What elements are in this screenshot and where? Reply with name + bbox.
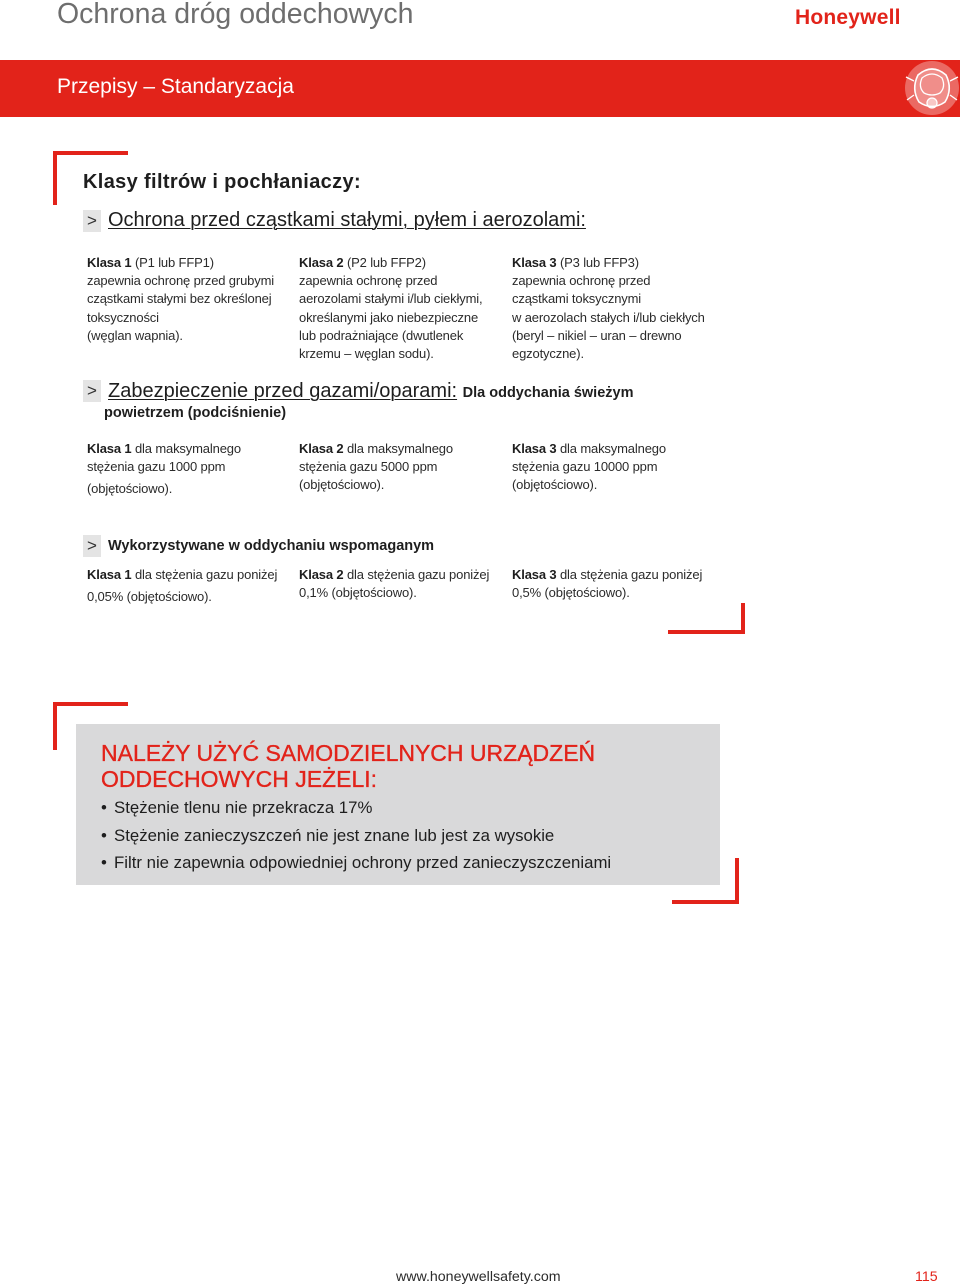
powered-class-1: [87, 566, 292, 606]
warning-panel: [76, 724, 720, 885]
class-description-line: w aerozolach stałych i/lub ciekłych: [512, 309, 705, 325]
class-description-line: 0,5% (objętościowo).: [512, 585, 630, 601]
warning-title-line: ODDECHOWYCH JEŻELI:: [101, 766, 378, 792]
class-description-line: stężenia gazu 1000 ppm: [87, 459, 226, 475]
class-description: dla maksymalnego: [559, 441, 666, 456]
list-item: [101, 822, 611, 850]
class-name: Klasa 2: [299, 255, 344, 270]
section-marker: >: [83, 535, 101, 557]
class-name: Klasa 1: [87, 567, 132, 582]
filters-heading: Klasy filtrów i pochłaniaczy:: [83, 171, 361, 193]
gas-class-2: [299, 440, 504, 495]
class-description-line: cząstkami stałymi bez określonej: [87, 291, 272, 307]
gases-subtitle-line: powietrzem (podciśnienie): [104, 405, 287, 421]
particle-class-3: [512, 254, 717, 363]
class-heading-line: [87, 566, 292, 584]
class-heading-line: [299, 254, 504, 272]
section-marker: >: [83, 210, 101, 232]
honeywell-logo: Honeywell: [795, 6, 901, 29]
bullet-icon: •: [101, 798, 107, 817]
class-description-line: cząstkami toksycznymi: [512, 291, 642, 307]
list-item: [101, 849, 611, 877]
class-name: Klasa 2: [299, 567, 344, 582]
particle-class-1: [87, 254, 292, 345]
banner-title: Przepisy – Standaryzacja: [57, 75, 294, 98]
powered-class-2: [299, 566, 504, 602]
class-description: dla stężenia gazu poniżej: [134, 567, 278, 582]
class-name: Klasa 1: [87, 255, 132, 270]
class-heading-line: [87, 440, 292, 458]
class-description-line: lub podrażniające (dwutlenek: [299, 327, 464, 343]
list-item-text: Stężenie tlenu nie przekracza 17%: [114, 798, 373, 817]
class-description-line: (węglan wapnia).: [87, 327, 183, 343]
warning-bullet-list: [101, 794, 611, 877]
class-heading-line: [512, 440, 717, 458]
corner-bracket-bottom-right: [672, 858, 739, 904]
class-name: Klasa 3: [512, 255, 557, 270]
class-heading-line: [512, 254, 717, 272]
class-description-line: zapewnia ochronę przed grubymi: [87, 273, 274, 289]
section-banner: [0, 60, 960, 117]
class-name: Klasa 3: [512, 441, 557, 456]
class-name: Klasa 1: [87, 441, 132, 456]
class-description: dla maksymalnego: [346, 441, 453, 456]
class-description: dla maksymalnego: [134, 441, 241, 456]
class-name: Klasa 2: [299, 441, 344, 456]
class-description-line: 0,05% (objętościowo).: [87, 589, 212, 605]
mask-filter: [927, 98, 937, 108]
warning-title: [101, 740, 595, 792]
warning-title-line: NALEŻY UŻYĆ SAMODZIELNYCH URZĄDZEŃ: [101, 740, 596, 766]
class-heading-line: [512, 566, 717, 584]
gas-class-3: [512, 440, 717, 495]
section-marker: >: [83, 380, 101, 402]
list-item-text: Stężenie zanieczyszczeń nie jest znane lub jest za wysokie: [114, 825, 555, 845]
class-description-line: zapewnia ochronę przed: [512, 273, 651, 289]
class-description-line: zapewnia ochronę przed: [299, 273, 438, 289]
bullet-icon: •: [101, 825, 107, 845]
list-item-text: Filtr nie zapewnia odpowiedniej ochrony przed zanieczyszczeniami: [114, 853, 612, 872]
class-description-line: określanymi jako niebezpieczne: [299, 309, 479, 325]
class-description: dla stężenia gazu poniżej: [559, 567, 703, 582]
particle-class-2: [299, 254, 504, 363]
respirator-mask-icon: [901, 60, 960, 117]
class-description: dla stężenia gazu poniżej: [346, 567, 490, 582]
class-name: Klasa 3: [512, 567, 557, 582]
class-description-line: toksyczności: [87, 309, 159, 325]
gases-subtitle-line: Dla oddychania świeżym: [462, 385, 634, 401]
particles-title: Ochrona przed cząstkami stałymi, pyłem i aerozolami:: [108, 209, 586, 231]
class-description-line: egzotyczne).: [512, 345, 584, 361]
gas-class-1: [87, 440, 292, 499]
class-description-line: (objętościowo).: [299, 477, 385, 493]
corner-bracket-bottom-right: [668, 603, 745, 634]
list-item: [101, 794, 611, 822]
page-number: 115: [915, 1269, 938, 1285]
class-description-line: stężenia gazu 10000 ppm: [512, 459, 658, 475]
powered-class-3: [512, 566, 717, 602]
powered-title: Wykorzystywane w oddychaniu wspomaganym: [108, 538, 435, 554]
class-description-line: (objętościowo).: [87, 481, 173, 497]
document-title: Ochrona dróg oddechowych: [57, 0, 414, 30]
bullet-icon: •: [101, 853, 107, 872]
class-description-line: krzemu – węglan sodu).: [299, 345, 434, 361]
class-description-line: aerozolami stałymi i/lub ciekłymi,: [299, 291, 483, 307]
gases-heading: [108, 381, 633, 403]
class-description-line: (beryl – nikiel – uran – drewno: [512, 327, 682, 343]
gases-title: Zabezpieczenie przed gazami/oparami:: [108, 380, 458, 402]
class-description-line: (objętościowo).: [512, 477, 598, 493]
class-description-line: stężenia gazu 5000 ppm: [299, 459, 438, 475]
footer-website: www.honeywellsafety.com: [396, 1269, 561, 1285]
class-standard: (P3 lub FFP3): [559, 255, 639, 270]
class-standard: (P2 lub FFP2): [346, 255, 426, 270]
class-heading-line: [299, 566, 504, 584]
class-description-line: 0,1% (objętościowo).: [299, 585, 417, 601]
class-heading-line: [299, 440, 504, 458]
class-heading-line: [87, 254, 292, 272]
class-standard: (P1 lub FFP1): [134, 255, 214, 270]
